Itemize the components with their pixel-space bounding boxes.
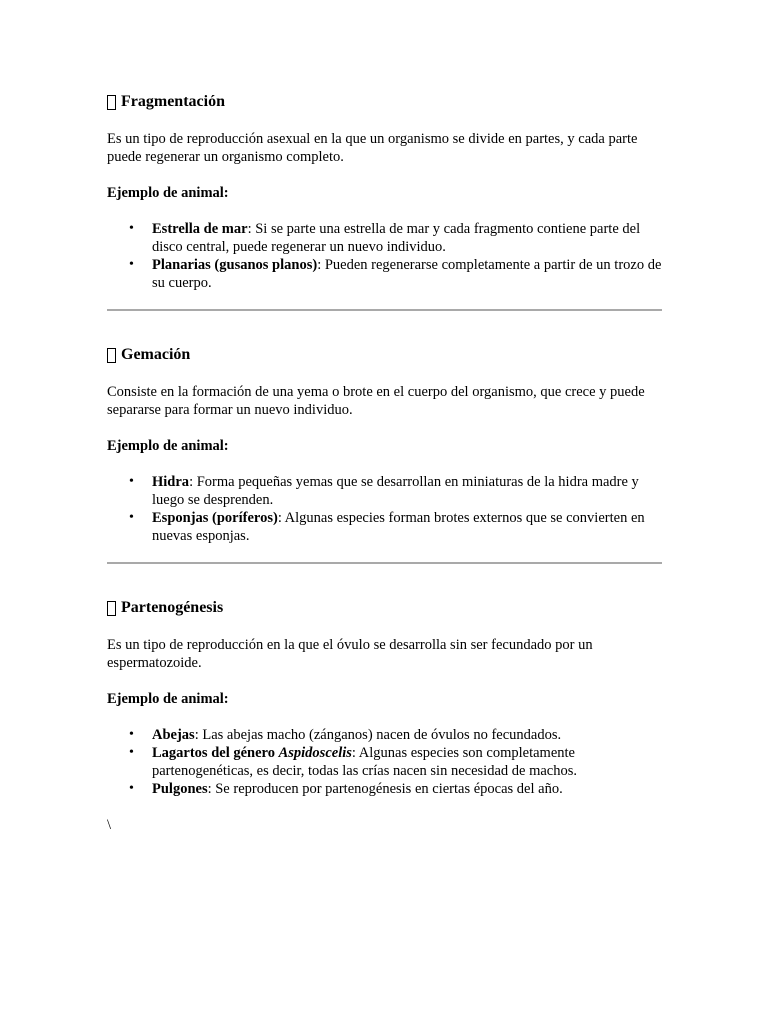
list-item <box>107 744 662 780</box>
missing-glyph-box-icon <box>107 95 116 110</box>
section-description: Es un tipo de reproducción en la que el óvulo se desarrolla sin ser fecundado por un espermatozoide. <box>107 637 593 671</box>
list-item <box>107 256 662 292</box>
trailing-backslash: \ <box>107 817 112 833</box>
section-fragmentacion <box>107 92 662 292</box>
example-term: Abejas <box>152 727 195 743</box>
section-title: Gemación <box>121 346 191 363</box>
missing-glyph-box-icon <box>107 601 116 616</box>
section-heading <box>107 598 662 618</box>
example-text: : Forma pequeñas yemas que se desarrollan en miniaturas de la hidra madre y luego se desprenden. <box>152 474 639 508</box>
bullet-icon: • <box>129 257 134 272</box>
example-text: : Las abejas macho (zánganos) nacen de óvulos no fecundados. <box>194 727 562 743</box>
example-term: Planarias (gusanos planos) <box>152 257 318 273</box>
section-gemacion <box>107 345 662 545</box>
section-title: Fragmentación <box>121 93 225 110</box>
list-item <box>107 473 662 509</box>
bullet-icon: • <box>129 745 134 760</box>
example-text: : Pueden regenerarse completamente a partir de un trozo de su cuerpo. <box>152 257 662 291</box>
example-term: Esponjas (poríferos) <box>152 510 278 526</box>
example-text: : Algunas especies son completamente partenogenéticas, es decir, todas las crías nacen sin necesidad de machos. <box>152 745 577 779</box>
missing-glyph-box-icon <box>107 348 116 363</box>
example-label: Ejemplo de animal: <box>107 185 229 201</box>
example-term-italic: Aspidoscelis <box>278 745 352 761</box>
horizontal-divider <box>107 309 662 311</box>
example-list <box>107 220 662 292</box>
example-text: : Algunas especies forman brotes externos que se convierten en nuevas esponjas. <box>152 510 645 544</box>
list-item <box>107 726 662 744</box>
bullet-icon: • <box>129 781 134 796</box>
section-description: Es un tipo de reproducción asexual en la que un organismo se divide en partes, y cada parte puede regenerar un organismo completo. <box>107 131 638 165</box>
example-text: : Si se parte una estrella de mar y cada fragmento contiene parte del disco central, puede regenerar un nuevo individuo. <box>152 221 641 255</box>
list-item <box>107 780 662 798</box>
bullet-icon: • <box>129 221 134 236</box>
example-label: Ejemplo de animal: <box>107 438 229 454</box>
bullet-icon: • <box>129 510 134 525</box>
example-term <box>152 745 352 761</box>
horizontal-divider <box>107 562 662 564</box>
example-label: Ejemplo de animal: <box>107 691 229 707</box>
bullet-icon: • <box>129 727 134 742</box>
list-item <box>107 220 662 256</box>
example-list <box>107 726 662 798</box>
example-term: Hidra <box>152 474 190 490</box>
example-term: Pulgones <box>152 781 208 797</box>
example-term-prefix: Lagartos del género <box>152 745 279 761</box>
list-item <box>107 509 662 545</box>
example-list <box>107 473 662 545</box>
section-heading <box>107 345 662 365</box>
example-text: : Se reproducen por partenogénesis en ciertas épocas del año. <box>207 781 563 797</box>
section-partenogenesis <box>107 598 662 798</box>
bullet-icon: • <box>129 474 134 489</box>
section-heading <box>107 92 662 112</box>
section-description: Consiste en la formación de una yema o brote en el cuerpo del organismo, que crece y puede separarse para formar un nuevo individuo. <box>107 384 645 418</box>
example-term: Estrella de mar <box>152 221 248 237</box>
section-title: Partenogénesis <box>121 599 224 616</box>
